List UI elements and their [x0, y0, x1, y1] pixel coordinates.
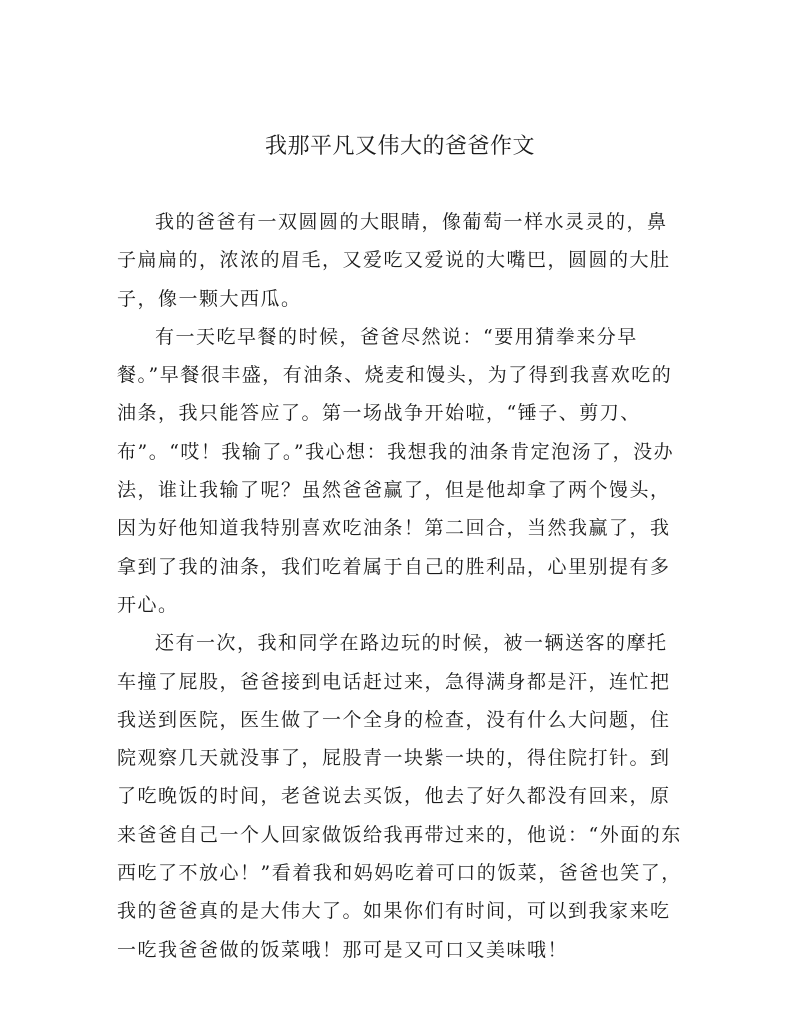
paragraph-1: 我的爸爸有一双圆圆的大眼睛，像葡萄一样水灵灵的，鼻子扁扁的，浓浓的眉毛，又爱吃又爱说的大嘴巴，圆圆的大肚子，像一颗大西瓜。: [117, 211, 671, 310]
document-body: [117, 203, 684, 969]
paragraph-3: 还有一次，我和同学在路边玩的时候，被一辆送客的摩托车撞了屁股，爸爸接到电话赶过来，急得满身都是汗，连忙把我送到医院，医生做了一个全身的检查，没有什么大问题，住院观察几天就没事了，屁股青一块紫一块的，得住院打针。到了吃晚饭的时间，老爸说去买饭，他去了好久都没有回来，原来爸爸自己一个人回家做饭给我再带过来的，他说：“外面的东西吃了不放心！”看着我和妈妈吃着可口的饭菜，爸爸也笑了，我的爸爸真的是大伟大了。如果你们有时间，可以到我家来吃一吃我爸爸做的饭菜哦！那可是又可口又美味哦！: [117, 632, 682, 961]
paragraph-2: 有一天吃早餐的时候，爸爸尽然说：“要用猜拳来分早餐。”早餐很丰盛，有油条、烧麦和馒头，为了得到我喜欢吃的油条，我只能答应了。第一场战争开始啦，“锤子、剪刀、布”。“哎！我输了。”我心想：我想我的油条肯定泡汤了，没办法，谁让我输了呢？虽然爸爸赢了，但是他却拿了两个馒头，因为好他知道我特别喜欢吃油条！第二回合，当然我赢了，我拿到了我的油条，我们吃着属于自己的胜利品，心里别提有多开心。: [117, 325, 675, 616]
document-title: 我那平凡又伟大的爸爸作文: [264, 134, 535, 159]
